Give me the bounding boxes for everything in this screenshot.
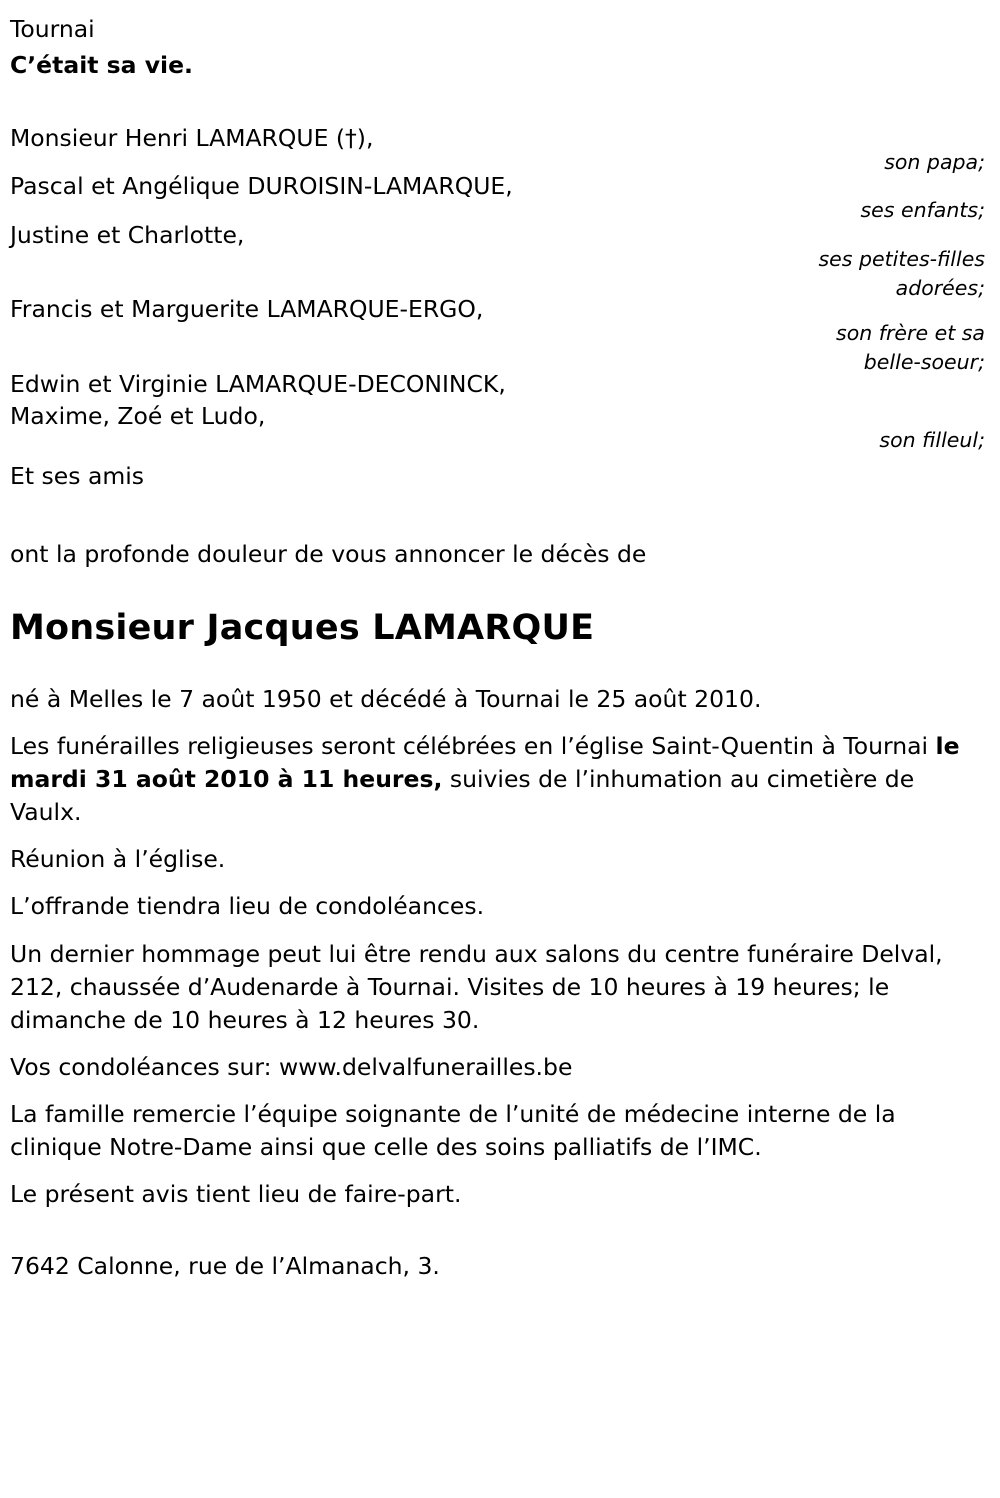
tagline: Cʼétait sa vie. [10,50,193,79]
roster-row [10,122,992,174]
family-address: 7642 Calonne, rue de lʼAlmanach, 3. [10,1252,440,1281]
roster-names [10,460,992,492]
visitation-details: Un dernier hommage peut lui être rendu aux salons du centre funéraire Delval, 212, chaussée dʼAudenarde à Tournai. Visites de 10 heures à 19 heures; le dimanche de 10 heures à 12 heures 30. [10,939,943,1034]
family-member-name: Monsieur Henri LAMARQUE (†), [10,123,374,152]
roster-row [10,460,992,492]
family-relation: ses enfants; [860,198,985,223]
spacer [10,1164,992,1178]
spacer [10,1211,992,1251]
spacer [10,1037,992,1051]
spacer [10,829,992,843]
roster-row [10,293,992,375]
gathering-note: Réunion à lʼéglise. [10,845,226,874]
spacer [10,716,992,730]
spacer [10,876,992,890]
family-member-name: Maxime, Zoé et Ludo, [10,402,266,431]
deceased-name: Monsieur Jacques LAMARQUE [10,607,595,648]
family-member-name: Et ses amis [10,462,145,491]
family-relation: son filleul; [879,427,985,452]
family-roster [10,122,992,493]
family-relation: ses petites-filles adorées; [818,246,985,300]
condolences-link: Vos condoléances sur: www.delvalfunerailles.be [10,1052,573,1081]
roster-row [10,219,992,300]
roster-names [10,368,992,433]
funeral-text-before: Les funérailles religieuses seront célébrées en lʼéglise Saint-Quentin à Tournai [10,731,936,760]
funeral-details [10,730,985,829]
roster-row [10,368,992,452]
spacer [10,924,992,938]
offering-note: Lʼoffrande tiendra lieu de condoléances. [10,892,485,921]
thanks-note: La famille remercie lʼéquipe soignante de lʼunité de médecine interne de la clinique Notre-Dame ainsi que celle des soins palliatifs de lʼIMC. [10,1100,896,1162]
funeral-datetime: le mardi 31 août 2010 à 11 heures, [10,731,960,794]
announcement-lead-in: ont la profonde douleur de vous annoncer le décès de [10,539,647,568]
family-member-name: Francis et Marguerite LAMARQUE-ERGO, [10,295,484,324]
family-member-name: Edwin et Virginie LAMARQUE-DECONINCK, [10,369,506,398]
locality: Tournai [10,15,95,43]
family-relation: son papa; [884,149,985,174]
family-member-name: Justine et Charlotte, [10,220,245,249]
spacer [10,649,992,683]
spacer [10,571,992,607]
spacer [10,493,992,539]
birth-death-line: né à Melles le 7 août 1950 et décédé à Tournai le 25 août 2010. [10,684,762,713]
notice-statement: Le présent avis tient lieu de faire-part. [10,1180,462,1209]
funeral-text-after: suivies de lʼinhumation au cimetière de Vaulx. [10,765,915,827]
spacer [10,1084,992,1098]
roster-row [10,170,992,223]
family-relation: son frère et sa belle-soeur; [836,321,985,375]
family-member-name: Pascal et Angélique DUROISIN-LAMARQUE, [10,172,513,201]
